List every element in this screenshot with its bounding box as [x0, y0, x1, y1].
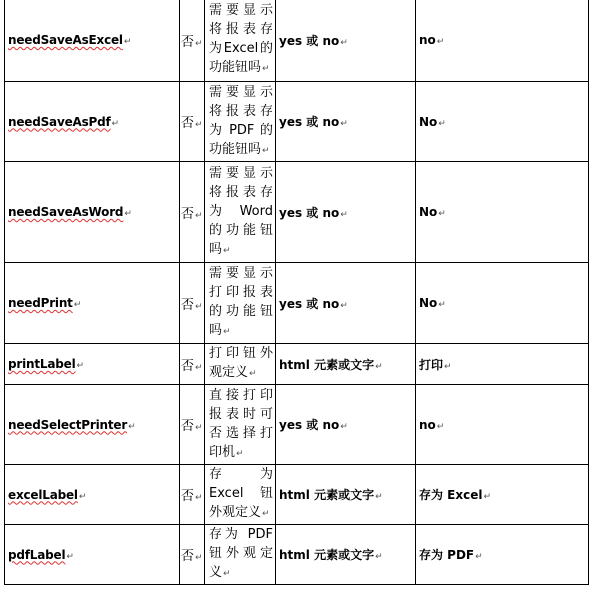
required-cell: [180, 385, 205, 465]
paragraph-mark: ↵: [124, 209, 132, 219]
param-name-cell: [5, 465, 180, 525]
description-cell: [205, 82, 276, 162]
paragraph-mark: ↵: [249, 369, 257, 379]
values-cell: [276, 344, 416, 385]
paragraph-mark: ↵: [195, 38, 203, 49]
param-name-cell: [5, 385, 180, 465]
values-cell: [276, 0, 416, 82]
default-cell: [416, 525, 589, 585]
required-cell: [180, 82, 205, 162]
paragraph-mark: ↵: [195, 493, 203, 503]
paragraph-mark: ↵: [78, 491, 87, 502]
paragraph-mark: ↵: [475, 552, 483, 562]
paragraph-mark: ↵: [195, 362, 203, 373]
description-cell: [205, 465, 276, 525]
values-cell: [276, 385, 416, 465]
required-value: 否: [181, 297, 195, 313]
paragraph-mark: ↵: [340, 209, 348, 220]
param-name-cell: [5, 263, 180, 344]
description-cell: [205, 525, 276, 585]
default-value: 存为 Excel: [419, 488, 483, 502]
param-name-cell: [5, 525, 180, 585]
description-cell: [205, 385, 276, 465]
param-name: needSelectPrinter: [8, 417, 128, 432]
description: 打印钮外观定义: [209, 346, 273, 380]
paragraph-mark: ↵: [195, 120, 203, 130]
paragraph-mark: ↵: [436, 421, 445, 432]
description: 需要显示将报表存为 Word 的功能钮吗: [209, 165, 273, 257]
default-cell: [416, 385, 589, 465]
default-cell: [416, 162, 589, 263]
allowed-values: html 元素或文字: [279, 548, 375, 562]
paragraph-mark: ↵: [375, 361, 383, 372]
table-row: [5, 525, 589, 585]
values-cell: [276, 263, 416, 344]
table-row: [5, 162, 589, 263]
paragraph-mark: ↵: [262, 145, 270, 156]
required-value: 否: [181, 489, 195, 504]
required-value: 否: [181, 419, 195, 434]
required-cell: [180, 465, 205, 525]
description: 需要显示打印报表的功能钮吗: [209, 266, 273, 338]
values-cell: [276, 82, 416, 162]
paragraph-mark: ↵: [438, 300, 446, 310]
paragraph-mark: ↵: [195, 301, 203, 312]
param-name-cell: [5, 162, 180, 263]
paragraph-mark: ↵: [76, 361, 84, 371]
required-cell: [180, 0, 205, 82]
required-cell: [180, 162, 205, 263]
paragraph-mark: ↵: [195, 553, 203, 563]
description: 存为 PDF 钮外观定义: [209, 527, 273, 580]
paragraph-mark: ↵: [438, 209, 446, 219]
paragraph-mark: ↵: [195, 210, 203, 221]
default-value: No: [419, 114, 438, 129]
default-value: no: [419, 417, 436, 432]
default-value: No: [419, 296, 438, 310]
default-value: 存为 PDF: [419, 548, 475, 562]
paragraph-mark: ↵: [195, 423, 203, 433]
allowed-values: yes 或 no: [279, 418, 340, 432]
allowed-values: html 元素或文字: [279, 488, 375, 502]
required-cell: [180, 344, 205, 385]
paragraph-mark: ↵: [73, 300, 82, 310]
description: 直接打印报表时可否选择打印机: [209, 387, 273, 460]
allowed-values: yes 或 no: [279, 296, 340, 311]
description-cell: [205, 0, 276, 82]
default-cell: [416, 344, 589, 385]
default-value: no: [419, 33, 436, 47]
values-cell: [276, 465, 416, 525]
values-cell: [276, 162, 416, 263]
table-row: [5, 263, 589, 344]
default-value: No: [419, 205, 438, 219]
paragraph-mark: ↵: [340, 119, 348, 129]
paragraph-mark: ↵: [444, 361, 452, 372]
required-value: 否: [181, 358, 195, 374]
paragraph-mark: ↵: [128, 421, 136, 432]
table-row: [5, 82, 589, 162]
allowed-values: html 元素或文字: [279, 357, 375, 372]
required-value: 否: [181, 549, 195, 564]
param-name: needPrint: [8, 296, 73, 310]
required-cell: [180, 525, 205, 585]
table-row: [5, 465, 589, 525]
description-cell: [205, 162, 276, 263]
param-name-cell: [5, 344, 180, 385]
values-cell: [276, 525, 416, 585]
paragraph-mark: ↵: [111, 118, 119, 129]
paragraph-mark: ↵: [262, 509, 270, 519]
allowed-values: yes 或 no: [279, 115, 340, 129]
paragraph-mark: ↵: [340, 37, 348, 48]
description-cell: [205, 344, 276, 385]
paragraph-mark: ↵: [340, 300, 348, 311]
param-name: needSaveAsPdf: [8, 114, 111, 129]
paragraph-mark: ↵: [262, 64, 270, 74]
param-name: pdfLabel: [8, 547, 66, 562]
paragraph-mark: ↵: [223, 327, 231, 337]
param-name-cell: [5, 82, 180, 162]
param-name: excelLabel: [8, 487, 78, 502]
param-name: printLabel: [8, 357, 76, 371]
description: 存为 Excel 钮外观定义: [209, 467, 273, 520]
allowed-values: yes 或 no: [279, 205, 340, 220]
default-cell: [416, 82, 589, 162]
paragraph-mark: ↵: [436, 37, 445, 47]
paragraph-mark: ↵: [223, 245, 231, 256]
paragraph-mark: ↵: [236, 448, 244, 459]
paragraph-mark: ↵: [223, 569, 231, 579]
param-name: needSaveAsExcel: [8, 33, 123, 47]
default-cell: [416, 0, 589, 82]
paragraph-mark: ↵: [66, 551, 74, 562]
description: 需要显示将报表存为 PDF 的功能钮吗: [209, 84, 273, 157]
paragraph-mark: ↵: [340, 422, 348, 432]
required-cell: [180, 263, 205, 344]
table-row: [5, 344, 589, 385]
param-name-cell: [5, 0, 180, 82]
param-name: needSaveAsWord: [8, 205, 124, 219]
paragraph-mark: ↵: [375, 552, 383, 562]
paragraph-mark: ↵: [123, 37, 132, 47]
table-row: [5, 0, 589, 82]
paragraph-mark: ↵: [438, 118, 446, 129]
description-cell: [205, 263, 276, 344]
default-cell: [416, 465, 589, 525]
paragraph-mark: ↵: [483, 492, 492, 502]
required-value: 否: [181, 34, 195, 50]
allowed-values: yes 或 no: [279, 33, 340, 48]
table-row: [5, 385, 589, 465]
default-cell: [416, 263, 589, 344]
required-value: 否: [181, 206, 195, 222]
paragraph-mark: ↵: [375, 492, 383, 502]
default-value: 打印: [419, 357, 444, 372]
required-value: 否: [181, 116, 195, 131]
description: 需要显示将报表存为Excel的功能钮吗: [209, 3, 273, 75]
parameter-table: [4, 0, 589, 585]
